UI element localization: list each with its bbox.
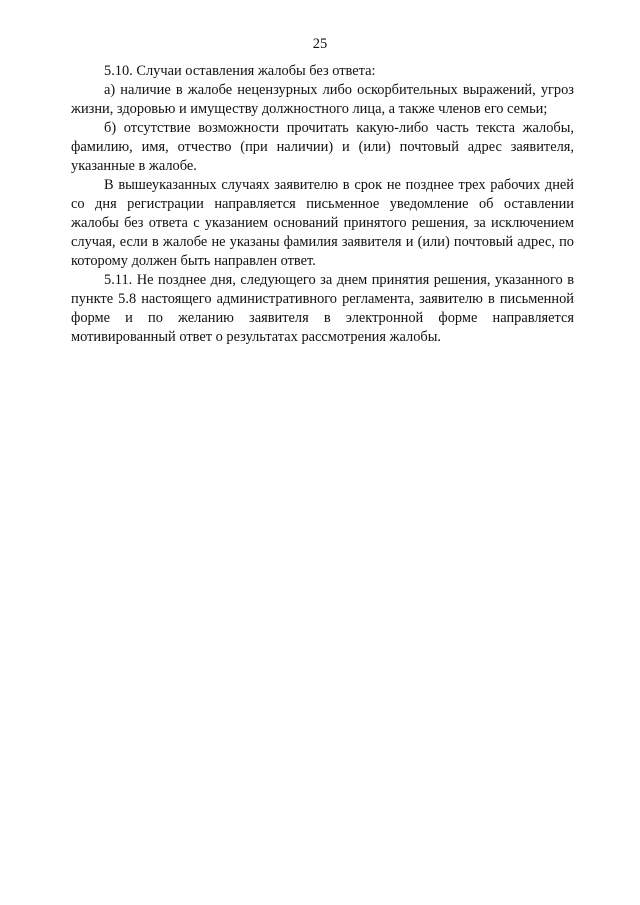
paragraph-5-10-item-a: а) наличие в жалобе нецензурных либо оскорбительных выражений, угроз жизни, здоровью и имуществу должностного лица, а также членов его семьи; [71,82,574,117]
paragraph-notification: В вышеуказанных случаях заявителю в срок не позднее трех рабочих дней со дня регистрации направляется письменное уведомление об оставлении жалобы без ответа с указанием оснований принятого решения, за исключением случая, если в жалобе не указаны фамилия заявителя и (или) почтовый адрес, по которому должен быть направлен ответ. [71,177,574,269]
paragraph-5-10-heading: 5.10. Случаи оставления жалобы без ответа: [104,63,376,79]
page-number: 25 [312,36,328,52]
paragraph-5-10-item-b: б) отсутствие возможности прочитать какую-либо часть текста жалобы, фамилию, имя, отчество (при наличии) и (или) почтовый адрес заявителя, указанные в жалобе. [71,120,574,174]
document-body [71,62,574,347]
paragraph-5-11: 5.11. Не позднее дня, следующего за днем принятия решения, указанного в пункте 5.8 настоящего административного регламента, заявителю в письменной форме и по желанию заявителя в электронной форме направляется мотивированный ответ о результатах рассмотрения жалобы. [71,272,574,345]
